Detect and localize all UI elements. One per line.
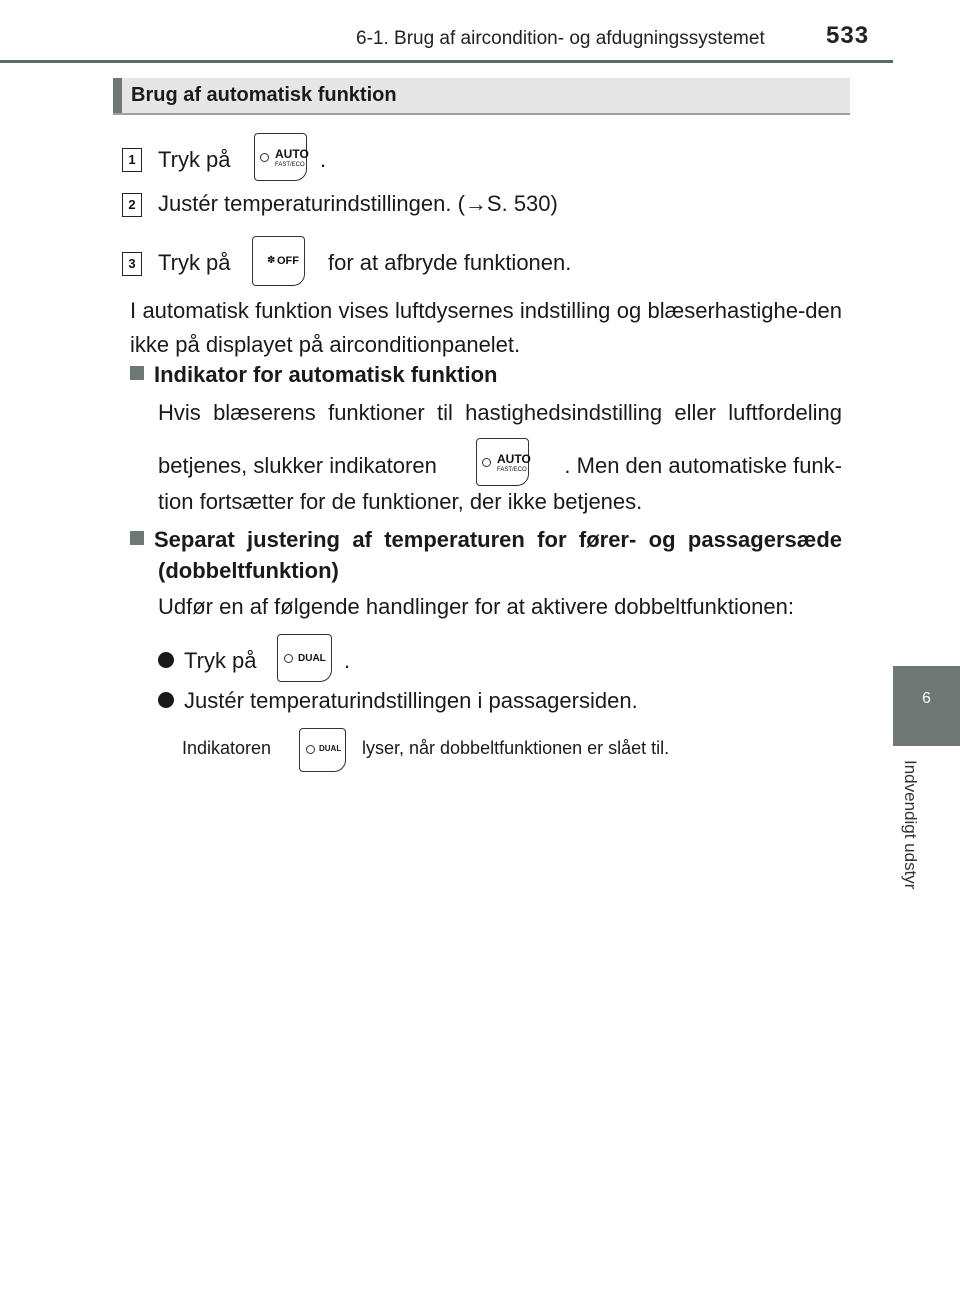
step-badge-1: 1	[122, 148, 142, 172]
step-3-suffix: for at afbryde funktionen.	[328, 250, 572, 275]
section-heading: Brug af automatisk funktion	[131, 84, 397, 106]
section-square-icon	[130, 366, 144, 380]
auto-indicator-sublabel: FAST/ECO	[497, 467, 527, 473]
dual-intro: Udfør en af følgende handlinger for at aktivere dobbeltfunktionen:	[158, 594, 794, 619]
dual-indicator-button	[299, 728, 346, 772]
dual-indicator-label: DUAL	[319, 744, 342, 753]
indicator-heading	[130, 362, 497, 388]
indicator-heading-text: Indikator for automatisk funktion	[154, 362, 498, 387]
dual-heading-text: Separat justering af temperaturen for fører- og passagersæde	[154, 527, 842, 552]
bullet-dot-icon	[158, 652, 174, 668]
off-button-label: OFF	[277, 255, 299, 267]
section-heading-marker	[113, 78, 122, 113]
step-badge-3: 3	[122, 252, 142, 276]
indicator-line-3: tion fortsætter for de funktioner, der ikke betjenes.	[158, 489, 643, 514]
indicator-line-1: Hvis blæserens funktioner til hastighedsindstilling eller luftfordeling	[158, 400, 842, 425]
dual-bullet-1-text: Tryk på	[184, 648, 257, 673]
chapter-label: Indvendigt udstyr	[901, 760, 920, 890]
dual-bullet-2	[158, 686, 638, 716]
off-button	[252, 236, 305, 286]
intro-paragraph: I automatisk funktion vises luftdysernes indstilling og blæserhastighe-den ikke på displayet på airconditionpanelet.	[130, 298, 842, 357]
chapter-number: 6	[922, 690, 931, 707]
step-badge-2: 2	[122, 193, 142, 217]
dual-note-after: lyser, når dobbeltfunktionen er slået til.	[362, 738, 670, 758]
indicator-line-2-before: betjenes, slukker indikatoren	[158, 453, 437, 478]
dual-note-before: Indikatoren	[182, 738, 272, 758]
dual-bullet-1	[158, 646, 257, 676]
indicator-light-icon	[260, 153, 269, 162]
auto-indicator-label: AUTO	[497, 452, 531, 466]
auto-button-label: AUTO	[275, 147, 309, 161]
dual-heading-line-2: (dobbeltfunktion)	[158, 558, 339, 583]
dual-button-label: DUAL	[298, 653, 326, 664]
indicator-line-2-after: . Men den automatiske funk-	[564, 453, 842, 478]
header-rule	[0, 60, 893, 63]
indicator-light-icon	[306, 745, 315, 754]
dual-bullet-1-suffix: .	[344, 648, 351, 673]
step-1-text: Tryk på	[158, 147, 231, 172]
section-square-icon	[130, 531, 144, 545]
page-number: 533	[826, 22, 870, 49]
section-heading-bar	[113, 78, 850, 115]
indicator-light-icon	[482, 458, 491, 467]
auto-indicator-button	[476, 438, 529, 486]
indicator-light-icon	[284, 654, 293, 663]
dual-button	[277, 634, 332, 682]
header-section-title: 6-1. Brug af aircondition- og afdugningssystemet	[356, 28, 765, 49]
dual-heading-line-1	[130, 527, 842, 553]
step-2-text: Justér temperaturindstillingen. (→S. 530)	[158, 191, 558, 216]
step-1-suffix: .	[320, 147, 327, 172]
bullet-dot-icon	[158, 692, 174, 708]
auto-button	[254, 133, 307, 181]
fan-icon: ✽	[267, 255, 276, 266]
dual-bullet-2-text: Justér temperaturindstillingen i passagersiden.	[184, 688, 638, 713]
step-3-text: Tryk på	[158, 250, 231, 275]
auto-button-sublabel: FAST/ECO	[275, 162, 305, 168]
